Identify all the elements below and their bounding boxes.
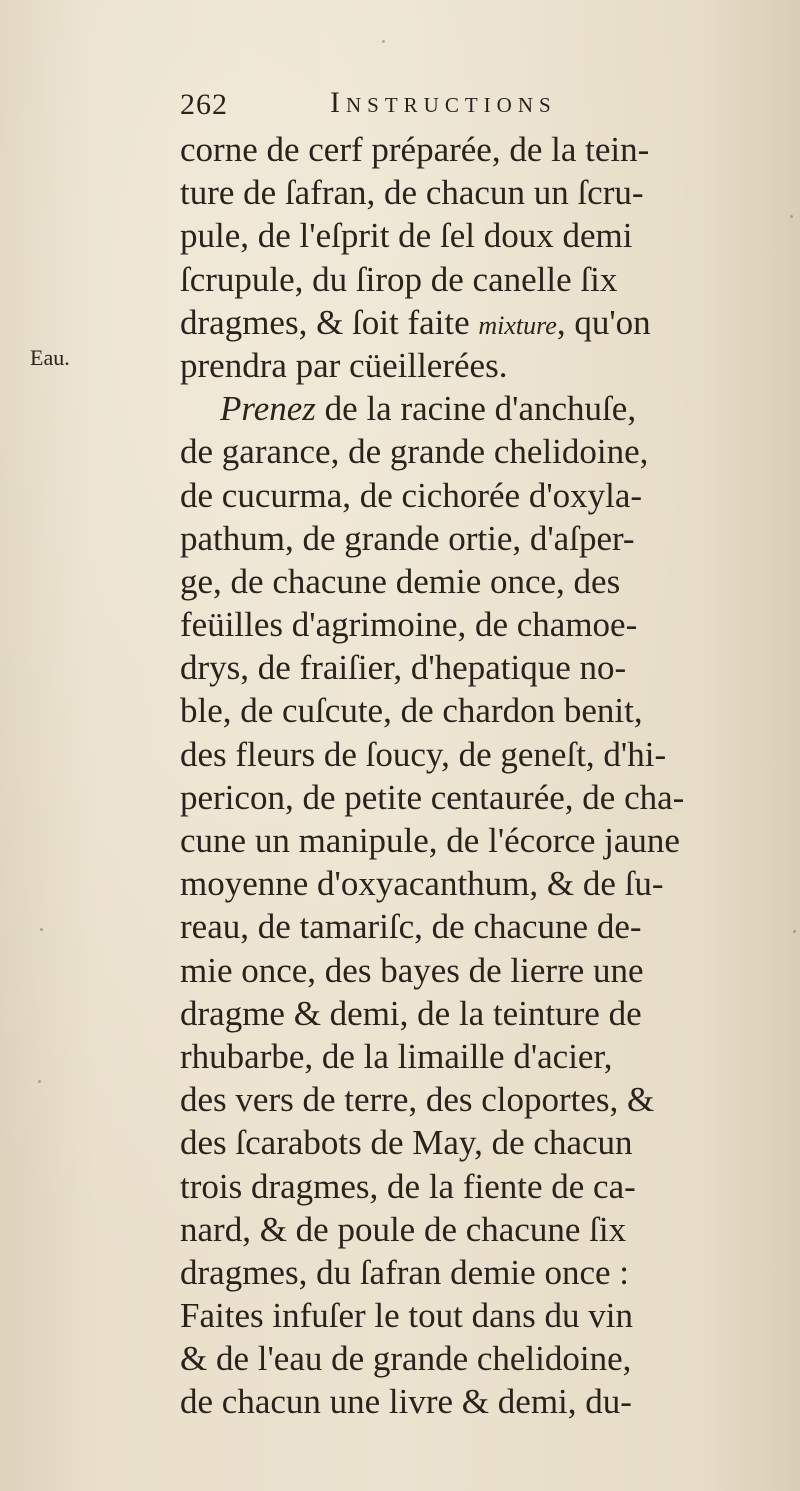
text-line: & de l'eau de grande chelidoine,	[180, 1339, 632, 1379]
text-line: des vers de terre, des cloportes, &	[180, 1080, 655, 1120]
text-line: pule, de l'eſprit de ſel doux demi	[180, 216, 633, 256]
text-line: dragme & demi, de la teinture de	[180, 993, 642, 1033]
text-line: de cucurma, de cichorée d'oxyla-	[180, 475, 643, 515]
text-line: drys, de fraiſier, d'hepatique no-	[180, 648, 627, 688]
text-line: mie once, des bayes de lierre une	[180, 950, 644, 990]
italic-lead-word: Prenez	[220, 389, 316, 429]
running-title: Instructions	[330, 86, 557, 119]
running-header	[180, 86, 740, 126]
text-line: Faites infuſer le tout dans du vin	[180, 1296, 633, 1336]
text-line: des fleurs de ſoucy, de geneſt, d'hi-	[180, 734, 667, 774]
text-line: rhubarbe, de la limaille d'acier,	[180, 1036, 613, 1076]
text-line: de garance, de grande chelidoine,	[180, 432, 649, 472]
text-line: de chacun une livre & demi, du-	[180, 1382, 632, 1422]
paper-speck	[40, 928, 43, 931]
text-line: ſcrupule, du ſirop de canelle ſix	[180, 259, 618, 299]
text-line: ble, de cuſcute, de chardon benit,	[180, 691, 643, 731]
text-line: pathum, de grande ortie, d'aſper-	[180, 518, 635, 558]
text-line	[180, 301, 740, 344]
italic-word: mixture	[478, 310, 557, 340]
paragraph-start-line	[180, 387, 740, 430]
text-line: ture de ſafran, de chacun un ſcru-	[180, 173, 644, 213]
text-line: reau, de tamariſc, de chacune de-	[180, 907, 642, 947]
text-line: des ſcarabots de May, de chacun	[180, 1123, 633, 1163]
text-line: pericon, de petite centaurée, de cha-	[180, 777, 685, 817]
text-line: moyenne d'oxyacanthum, & de ſu-	[180, 864, 664, 904]
text-line-end: , qu'on	[556, 302, 651, 342]
text-line: prendra par cüeillerées.	[180, 345, 508, 385]
page-number: 262	[180, 88, 228, 121]
text-line-rest: de la racine d'anchuſe,	[324, 389, 637, 429]
text-line: ge, de chacune demie once, des	[180, 561, 621, 601]
text-line: trois dragmes, de la fiente de ca-	[180, 1166, 636, 1206]
text-line: dragmes, du ſafran demie once :	[180, 1252, 629, 1292]
margin-note: Eau.	[30, 345, 70, 370]
paper-speck	[790, 215, 793, 218]
body-text	[180, 128, 740, 1424]
paper-speck	[382, 40, 385, 43]
text-line-start: dragmes, & ſoit faite	[180, 302, 470, 342]
text-line: nard, & de poule de chacune ſix	[180, 1209, 627, 1249]
paper-speck	[38, 1080, 41, 1083]
text-line: cune un manipule, de l'écorce jaune	[180, 821, 680, 860]
paper-speck	[793, 930, 796, 933]
text-line: feüilles d'agrimoine, de chamoe-	[180, 605, 638, 645]
text-line: corne de cerf préparée, de la tein-	[180, 130, 650, 169]
